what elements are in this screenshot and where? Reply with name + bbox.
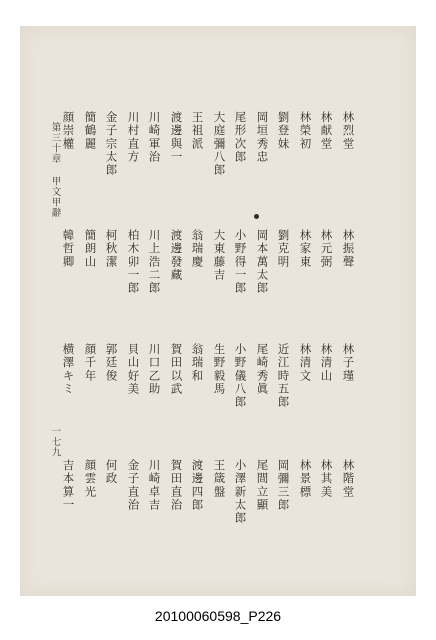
name-entry: 郭廷俊 <box>104 343 119 383</box>
name-entry: 林元弼 <box>319 229 334 269</box>
name-entry: 王箴盤 <box>212 459 227 499</box>
name-entry: 川村直方 <box>126 111 141 164</box>
name-entry: 小野儀八郎 <box>233 343 248 409</box>
book-page <box>20 26 416 596</box>
name-entry: 金子直治 <box>126 459 141 512</box>
name-entry: 尾形次郎 <box>233 111 248 164</box>
page-number: 一七九 <box>49 426 61 458</box>
name-entry: 賀田以武 <box>169 343 184 396</box>
name-entry: 翁瑞和 <box>190 343 205 383</box>
name-entry: 岡垣秀忠 <box>255 111 270 164</box>
name-entry: 賀田直治 <box>169 459 184 512</box>
name-entry: 川口乙助 <box>147 343 162 396</box>
name-entry: 金子宗太郎 <box>104 111 119 177</box>
name-entry: 韓哲卿 <box>61 229 76 269</box>
name-entry: 近江時五郎 <box>276 343 291 409</box>
name-entry: 横澤キミ <box>61 343 76 396</box>
name-entry: 柏木卯一郎 <box>126 229 141 295</box>
name-entry: 柯秋潔 <box>104 229 119 269</box>
name-entry: 簡朗山 <box>83 229 98 269</box>
name-entry: 林子瑾 <box>341 343 356 383</box>
name-entry: 林階堂 <box>341 459 356 499</box>
name-entry: 渡邊四郎 <box>190 459 205 512</box>
image-id-caption: 20100060598_P226 <box>154 608 282 624</box>
name-entry: 簡鶴麗 <box>83 111 98 151</box>
name-entry: 劉登妹 <box>276 111 291 151</box>
name-entry: 林烈堂 <box>341 111 356 151</box>
name-entry: 林清山 <box>319 343 334 383</box>
name-entry: 尾崎秀眞 <box>255 343 270 396</box>
chapter-header: 第三十章 甲文甲辭 <box>49 122 61 218</box>
name-entry: 林榮初 <box>298 111 313 151</box>
name-entry: 岡彌三郎 <box>276 459 291 512</box>
name-entry: 何政 <box>104 459 119 486</box>
name-entry: 顔崇權 <box>61 111 76 151</box>
name-entry: 小澤新太郎 <box>233 459 248 525</box>
name-entry: 吉本算一 <box>61 459 76 512</box>
name-entry: 林振聲 <box>341 229 356 269</box>
name-entry: 王祖派 <box>190 111 205 151</box>
name-entry: 翁瑞慶 <box>190 229 205 269</box>
name-entry: 林其美 <box>319 459 334 499</box>
name-entry: 劉克明 <box>276 229 291 269</box>
name-entry: 林家東 <box>298 229 313 269</box>
name-entry: 大庭彌八郎 <box>212 111 227 177</box>
name-entry: 生野毅馬 <box>212 343 227 396</box>
dot-mark <box>254 214 259 219</box>
name-entry: 川崎軍治 <box>147 111 162 164</box>
name-entry: 尾間立顯 <box>255 459 270 512</box>
name-entry: 貝山好美 <box>126 343 141 396</box>
name-entry: 林景標 <box>298 459 313 499</box>
name-entry: 渡邊發藏 <box>169 229 184 282</box>
name-entry: 顔雲光 <box>83 459 98 499</box>
name-entry: 渡邊與一 <box>169 111 184 164</box>
name-entry: 川崎卓吉 <box>147 459 162 512</box>
name-entry: 林献堂 <box>319 111 334 151</box>
name-entry: 大東藤吉 <box>212 229 227 282</box>
name-entry: 岡本萬太郎 <box>255 229 270 295</box>
name-entry: 顔千年 <box>83 343 98 383</box>
name-entry: 林清文 <box>298 343 313 383</box>
name-entry: 川上浩二郎 <box>147 229 162 295</box>
name-entry: 小野得一郎 <box>233 229 248 295</box>
